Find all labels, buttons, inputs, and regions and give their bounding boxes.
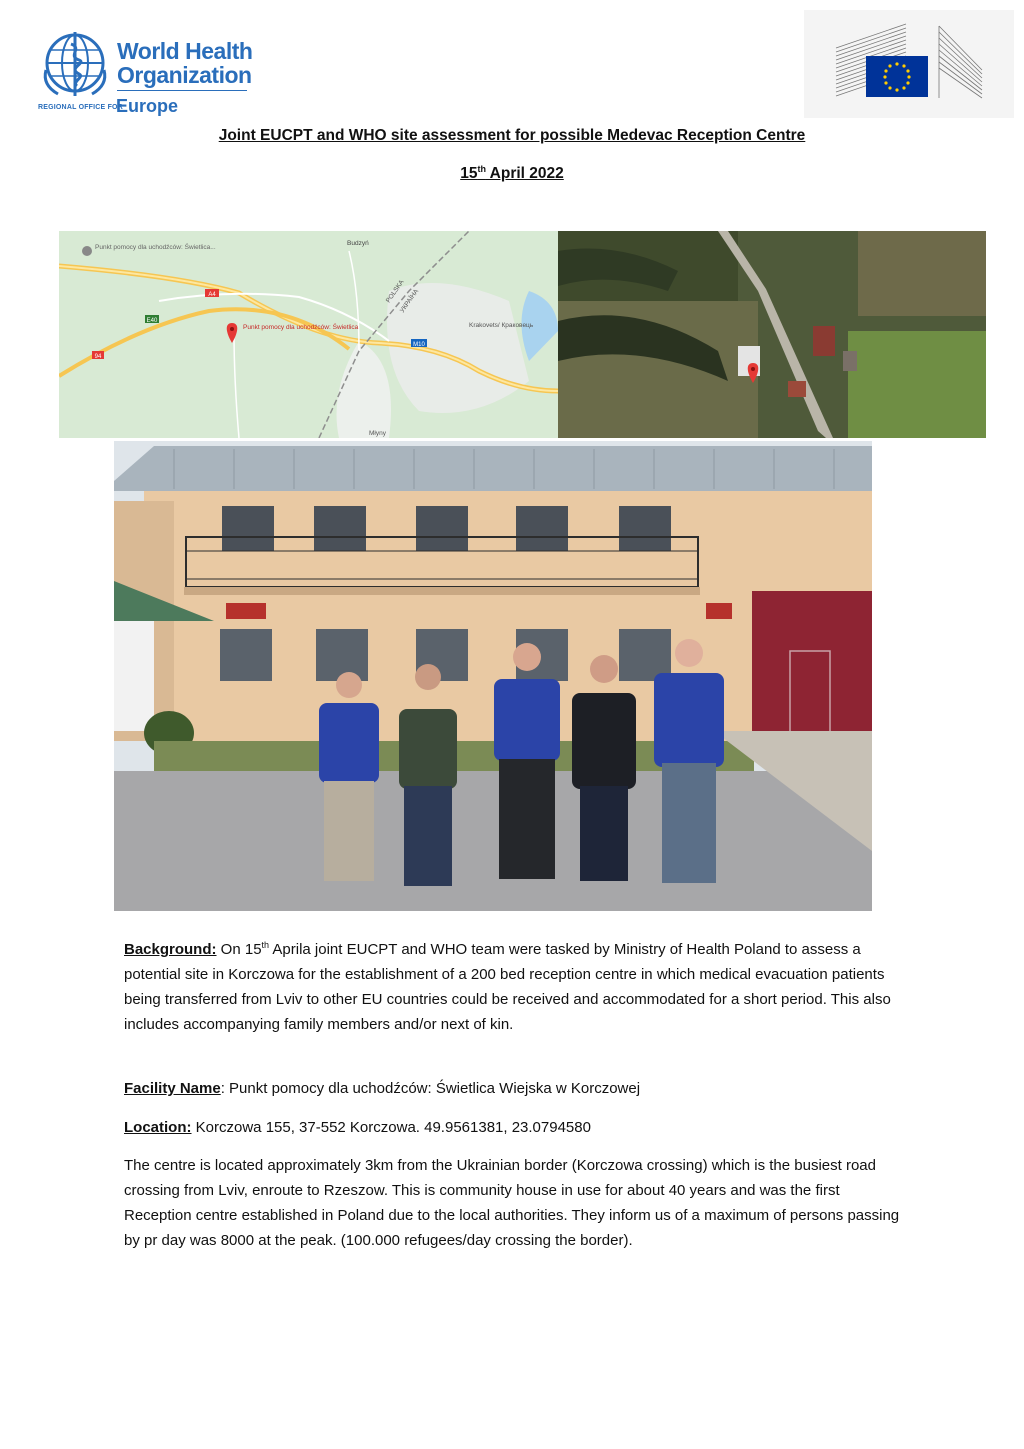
european-commission-icon <box>804 10 1014 118</box>
date-day: 15 <box>460 165 478 182</box>
map-border-label-pl: POLSKA <box>384 278 406 305</box>
map-border-label-ua: УКРАЇНА <box>398 288 421 315</box>
who-regional-label: REGIONAL OFFICE FOR <box>38 104 123 111</box>
facility-text: : Punkt pomocy dla uchodźców: Świetlica Wiejska w Korczowej <box>220 1080 641 1097</box>
who-emblem-icon <box>38 30 112 100</box>
who-logo-divider <box>117 90 247 91</box>
who-region-label: Europe <box>116 96 179 116</box>
document-date <box>0 165 1024 183</box>
facility-label: Facility Name <box>124 1080 221 1097</box>
satellite-image <box>558 231 986 438</box>
team-photo <box>114 441 872 911</box>
map-place-label: Punkt pomocy dla uchodźców: Świetlica... <box>95 244 216 251</box>
date-rest: April 2022 <box>485 165 564 182</box>
european-commission-logo <box>804 10 1014 118</box>
map-pin-label: Punkt pomocy dla uchodźców: Świetlica <box>243 324 359 331</box>
background-paragraph <box>124 937 904 1037</box>
map-town-krakovets: Krakovets/ Краковець <box>469 322 534 329</box>
background-text: Aprila joint EUCPT and WHO team were tasked by Ministry of Health Poland to assess a potential site in Korczowa for the establishment of a 200 bed reception centre in which medical evacuation patients being transferred from Lviv to other EU countries could be received and accommodated for a short period. This also includes accompanying family members and/or next of kin. <box>124 941 891 1033</box>
location-paragraph <box>124 1115 904 1140</box>
who-name-line2: Organization <box>117 62 252 88</box>
road-label-a4: A4 <box>208 292 216 298</box>
place-marker-icon <box>82 246 92 256</box>
background-sup: th <box>261 940 270 950</box>
who-name-line1: World Health <box>117 38 253 64</box>
date-suffix: th <box>477 163 486 174</box>
background-pre: On 15 <box>216 941 262 958</box>
map-town-mlyny: Młyny <box>369 430 386 437</box>
centre-paragraph: The centre is located approximately 3km from the Ukrainian border (Korczowa crossing) which is the busiest road crossing from Lviv, enroute to Rzeszow. This is community house in use for about 40 years and was the first Reception centre established in Poland due to the local authorities. They inform us of a maximum of persons passing by pr day was 8000 at the peak. (100.000 refugees/day crossing the border). <box>124 1157 900 1249</box>
map-town-budzyn: Budzyń <box>347 240 369 247</box>
facility-paragraph <box>124 1076 904 1101</box>
location-label: Location: <box>124 1119 192 1136</box>
background-label: Background: <box>124 941 217 958</box>
location-map <box>59 231 558 438</box>
road-label-m10: M10 <box>413 342 425 348</box>
road-label-e40: E40 <box>146 318 158 324</box>
road-label-94: 94 <box>94 354 102 360</box>
document-title: Joint EUCPT and WHO site assessment for possible Medevac Reception Centre <box>218 127 806 144</box>
location-text: Korczowa 155, 37-552 Korczowa. 49.9561381, 23.0794580 <box>191 1119 591 1136</box>
